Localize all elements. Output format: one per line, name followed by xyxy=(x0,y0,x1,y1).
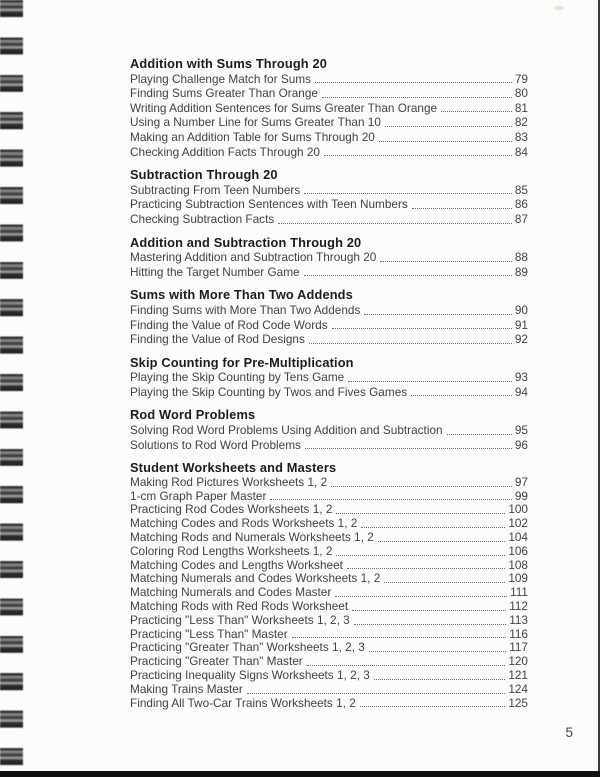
toc-entry xyxy=(130,101,528,116)
dotted-leader xyxy=(360,706,506,707)
toc-entry-label: Solutions to Rod Word Problems xyxy=(130,437,301,452)
toc-entry-page: 106 xyxy=(508,543,528,558)
toc-entry-label: Checking Addition Facts Through 20 xyxy=(130,144,320,159)
toc-section-addition-sums-20 xyxy=(130,57,528,159)
toc-section-heading: Addition and Subtraction Through 20 xyxy=(130,234,362,250)
toc-entry xyxy=(130,531,528,545)
toc-entry xyxy=(130,115,528,130)
toc-entry-label: Making an Addition Table for Sums Through 20 xyxy=(130,129,375,144)
toc-entry-page: 89 xyxy=(514,264,528,279)
toc-section-skip-counting xyxy=(130,356,528,400)
dotted-leader xyxy=(324,155,512,156)
toc-entry xyxy=(130,145,528,160)
toc-entry-label: Mastering Addition and Subtraction Through 20 xyxy=(130,250,377,265)
toc-section-heading: Skip Counting for Pre-Multiplication xyxy=(130,354,354,370)
toc-entry-label: Matching Numerals and Codes Master xyxy=(130,585,332,600)
toc-entry xyxy=(130,517,528,531)
toc-section-worksheets-masters xyxy=(130,461,528,710)
toc-entry-label: Matching Rods with Red Rods Worksheet xyxy=(130,599,349,614)
toc-entry-label: Practicing Subtraction Sentences with Teen Numbers xyxy=(130,197,408,212)
toc-entry-page: 108 xyxy=(508,557,528,572)
toc-entry xyxy=(130,476,528,490)
dotted-leader xyxy=(304,275,512,276)
dotted-leader xyxy=(364,314,511,315)
toc-entry xyxy=(130,250,528,265)
toc-entry-label: Practicing Inequality Signs Worksheets 1, 2, 3 xyxy=(130,668,370,682)
dotted-leader xyxy=(380,261,512,262)
toc-entry-page: 92 xyxy=(514,332,528,347)
toc-entry xyxy=(130,438,528,453)
toc-entry-page: 96 xyxy=(514,437,528,452)
toc-entry xyxy=(130,628,528,642)
dotted-leader xyxy=(385,126,512,127)
dotted-leader xyxy=(309,343,512,344)
dotted-leader xyxy=(348,381,512,382)
toc-entry-label: Practicing "Less Than" Worksheets 1, 2, 3 xyxy=(130,612,350,627)
toc-entry-page: 88 xyxy=(514,250,528,265)
toc-entry-page: 85 xyxy=(514,182,528,197)
dotted-leader xyxy=(384,582,505,583)
toc-entry-label: Practicing Rod Codes Worksheets 1, 2 xyxy=(130,502,333,517)
dotted-leader xyxy=(270,499,512,500)
toc-entry-page: 94 xyxy=(514,384,528,399)
toc-entry-page: 79 xyxy=(514,71,528,86)
toc-entry xyxy=(130,72,528,87)
dotted-leader xyxy=(374,679,506,680)
toc-entry xyxy=(130,503,528,517)
toc-entry-page: 91 xyxy=(514,317,528,332)
dotted-leader xyxy=(332,328,512,329)
toc-entry-page: 93 xyxy=(514,370,528,385)
toc-entry-label: Practicing "Greater Than" Worksheets 1, 2, 3 xyxy=(130,640,365,655)
toc-entry xyxy=(130,183,528,198)
toc-entry-page: 97 xyxy=(514,474,528,489)
toc-entry-label: Finding Sums with More Than Two Addends xyxy=(130,302,361,317)
toc-entry-page: 117 xyxy=(509,640,528,655)
dotted-leader xyxy=(361,527,505,528)
dotted-leader xyxy=(307,665,506,666)
toc-entry-page: 82 xyxy=(514,115,528,130)
toc-entry-page: 86 xyxy=(514,197,528,212)
toc-entry-page: 84 xyxy=(514,144,528,159)
toc-entry-page: 112 xyxy=(509,599,528,614)
toc-entry-page: 116 xyxy=(509,626,528,641)
toc-entry xyxy=(130,586,528,600)
toc-entry-page: 95 xyxy=(514,423,528,438)
table-of-contents xyxy=(130,57,528,710)
toc-entry xyxy=(130,683,528,697)
toc-entry-label: Playing the Skip Counting by Tens Game xyxy=(130,370,345,385)
dotted-leader xyxy=(378,541,506,542)
dotted-leader xyxy=(292,637,507,638)
toc-entry xyxy=(130,303,528,318)
toc-entry-label: Making Rod Pictures Worksheets 1, 2 xyxy=(130,474,328,489)
dotted-leader xyxy=(304,193,512,194)
toc-entry-page: 121 xyxy=(508,668,528,682)
dotted-leader xyxy=(412,208,512,209)
toc-entry xyxy=(130,370,528,385)
toc-entry xyxy=(130,614,528,628)
toc-entry xyxy=(130,655,528,669)
toc-entry-label: Finding All Two-Car Trains Worksheets 1, 2 xyxy=(130,695,356,710)
toc-entry-label: 1-cm Graph Paper Master xyxy=(130,488,267,503)
toc-entry-label: Practicing "Greater Than" Master xyxy=(130,654,303,669)
dotted-leader xyxy=(369,651,506,652)
toc-entry-page: 80 xyxy=(514,86,528,101)
toc-section-heading: Subtraction Through 20 xyxy=(130,167,278,183)
toc-entry-page: 113 xyxy=(509,612,528,627)
toc-entry-page: 111 xyxy=(510,585,528,600)
dotted-leader xyxy=(247,693,506,694)
toc-entry-page: 90 xyxy=(514,302,528,317)
toc-entry-label: Checking Subtraction Facts xyxy=(130,211,275,226)
toc-entry-page: 99 xyxy=(514,488,528,503)
toc-entry-page: 100 xyxy=(508,502,528,517)
dotted-leader xyxy=(411,395,512,396)
toc-entry xyxy=(130,559,528,573)
toc-entry-page: 102 xyxy=(508,516,528,531)
toc-entry-label: Playing the Skip Counting by Twos and Fives Games xyxy=(130,384,408,399)
toc-entry-page: 81 xyxy=(514,100,528,115)
toc-entry xyxy=(130,697,528,711)
dotted-leader xyxy=(322,97,512,98)
toc-entry-label: Hitting the Target Number Game xyxy=(130,264,300,279)
toc-entry xyxy=(130,212,528,227)
toc-entry xyxy=(130,130,528,145)
toc-entry xyxy=(130,490,528,504)
dotted-leader xyxy=(354,624,506,625)
toc-entry-label: Finding Sums Greater Than Orange xyxy=(130,86,318,101)
toc-entry xyxy=(130,197,528,212)
spiral-binding-icon xyxy=(0,0,23,777)
toc-entry xyxy=(130,572,528,586)
toc-entry-page: 109 xyxy=(508,571,528,586)
toc-entry xyxy=(130,423,528,438)
toc-entry-label: Practicing "Less Than" Master xyxy=(130,626,288,641)
toc-entry-page: 124 xyxy=(508,681,528,696)
toc-entry-label: Using a Number Line for Sums Greater Than 10 xyxy=(130,115,381,130)
toc-entry xyxy=(130,318,528,333)
dotted-leader xyxy=(335,596,507,597)
dotted-leader xyxy=(379,141,512,142)
toc-entry xyxy=(130,669,528,683)
dotted-leader xyxy=(336,513,505,514)
scan-smudge xyxy=(554,6,564,10)
toc-entry-label: Subtracting From Teen Numbers xyxy=(130,182,301,197)
toc-section-heading: Student Worksheets and Masters xyxy=(130,460,337,476)
toc-entry-label: Matching Rods and Numerals Worksheets 1, 2 xyxy=(130,530,374,545)
toc-entry-page: 83 xyxy=(514,129,528,144)
dotted-leader xyxy=(352,610,506,611)
toc-entry xyxy=(130,332,528,347)
toc-section-heading: Rod Word Problems xyxy=(130,407,256,423)
toc-entry-label: Writing Addition Sentences for Sums Greater Than Orange xyxy=(130,100,438,115)
toc-section-rod-word-problems xyxy=(130,408,528,452)
toc-section-subtraction-20 xyxy=(130,168,528,226)
toc-entry-label: Coloring Rod Lengths Worksheets 1, 2 xyxy=(130,543,333,558)
toc-section-add-sub-20 xyxy=(130,236,528,280)
toc-entry xyxy=(130,385,528,400)
toc-entry xyxy=(130,265,528,280)
toc-entry-page: 120 xyxy=(508,654,528,669)
toc-entry xyxy=(130,600,528,614)
toc-entry-page: 104 xyxy=(508,530,528,545)
toc-entry-label: Matching Codes and Rods Worksheets 1, 2 xyxy=(130,516,358,531)
dotted-leader xyxy=(441,111,512,112)
toc-entry-label: Playing Challenge Match for Sums xyxy=(130,71,311,86)
toc-entry-page: 125 xyxy=(508,695,528,710)
toc-entry-label: Finding the Value of Rod Code Words xyxy=(130,317,328,332)
toc-entry xyxy=(130,86,528,101)
page-number: 5 xyxy=(565,725,573,740)
toc-entry xyxy=(130,545,528,559)
toc-entry-label: Making Trains Master xyxy=(130,681,243,696)
dotted-leader xyxy=(315,82,512,83)
toc-entry-page: 87 xyxy=(514,211,528,226)
toc-entry xyxy=(130,641,528,655)
dotted-leader xyxy=(336,555,505,556)
scan-edge-bottom xyxy=(0,771,600,777)
toc-entry-label: Matching Numerals and Codes Worksheets 1, 2 xyxy=(130,571,381,586)
toc-entry-label: Finding the Value of Rod Designs xyxy=(130,332,305,347)
dotted-leader xyxy=(305,448,512,449)
dotted-leader xyxy=(278,223,512,224)
toc-section-heading: Sums with More Than Two Addends xyxy=(130,287,353,303)
toc-section-heading: Addition with Sums Through 20 xyxy=(130,56,328,71)
toc-entry-label: Solving Rod Word Problems Using Addition and Subtraction xyxy=(130,423,443,438)
toc-section-more-addends xyxy=(130,288,528,346)
dotted-leader xyxy=(331,486,512,487)
dotted-leader xyxy=(347,568,505,569)
toc-entry-label: Matching Codes and Lengths Worksheet xyxy=(130,557,343,572)
dotted-leader xyxy=(447,434,512,435)
